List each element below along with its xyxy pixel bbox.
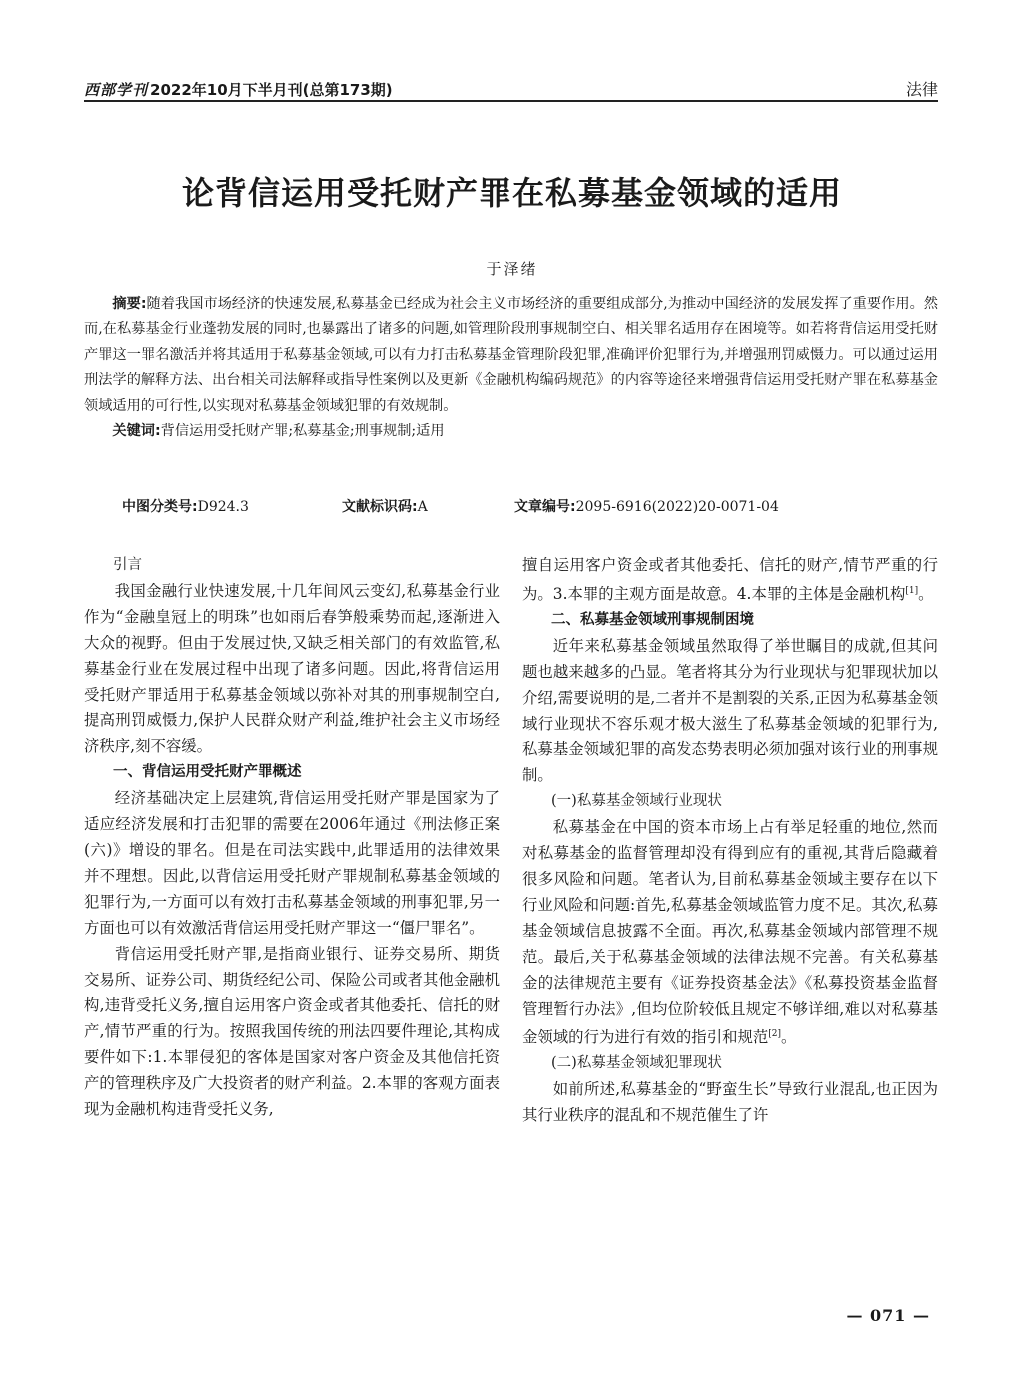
page-number: — 071 — [846, 1306, 930, 1325]
section-name: 法律 [905, 80, 938, 99]
article-number [514, 496, 779, 516]
clc-value: D924.3 [197, 499, 249, 515]
article-meta [122, 496, 779, 516]
clc-label: 中图分类号: [122, 499, 198, 515]
citation-2: [2] [768, 1029, 782, 1040]
running-header [84, 70, 938, 100]
section2-paragraph-1: 近年来私募基金领域虽然取得了举世瞩目的成就,但其问题也越来越多的凸显。笔者将其分为行业现状与犯罪现状加以介绍,需要说明的是,二者并不是割裂的关系,正因为私募基金领域行业现状不容乐观才极大滋生了私募基金领域的犯罪行为,私募基金领域犯罪的高发态势表明必须加强对该行业的刑事规制。 [522, 636, 938, 785]
clc-number [122, 496, 342, 516]
author-name: 于泽绪 [486, 260, 538, 278]
left-column [84, 553, 500, 1123]
section1-paragraph-2: 背信运用受托财产罪,是指商业银行、证券交易所、期货交易所、证券公司、期货经纪公司、保险公司或者其他金融机构,违背受托义务,擅自运用客户资金或者其他委托、信托的财产,情节严重的行为。按照我国传统的刑法四要件理论,其构成要件如下:1.本罪侵犯的客体是国家对客户资金及其他信托资产的管理秩序及广大投资者的财产利益。2.本罪的客观方面表现为金融机构违背受托义务, [84, 944, 500, 1119]
doc-value: A [417, 499, 428, 515]
continued-end: 。 [918, 585, 934, 604]
continued-paragraph [522, 553, 938, 608]
intro-heading: 引言 [113, 557, 142, 573]
subsection1-text: 私募基金在中国的资本市场上占有举足轻重的地位,然而对私募基金的监督管理却没有得到应有的重视,其背后隐藏着很多风险和问题。笔者认为,目前私募基金领域主要存在以下行业风险和问题:首先,私募基金领域监管力度不足。其次,私募基金领域信息披露不全面。再次,私募基金领域内部管理不规范。最后,关于私募基金领域的法律法规不完善。有关私募基金的法律规范主要有《证券投资基金法》《私募投资基金监督管理暂行办法》,但均位阶较低且规定不够详细,难以对私募基金领域的行为进行有效的指引和规范 [522, 818, 938, 1047]
section2-heading: 二、私募基金领域刑事规制困境 [551, 611, 754, 628]
journal-info [84, 79, 393, 100]
abstract-block [84, 292, 938, 444]
abstract-label: 摘要: [112, 296, 147, 312]
article-label: 文章编号: [514, 499, 576, 515]
issue-info: 2022年10月下半月刊(总第173期) [150, 81, 393, 99]
continued-text: 擅自运用客户资金或者其他委托、信托的财产,情节严重的行为。3.本罪的主观方面是故意。4.本罪的主体是金融机构 [522, 556, 938, 604]
right-column [522, 553, 938, 1129]
doc-label: 文献标识码: [342, 499, 418, 515]
keywords-paragraph [84, 419, 938, 444]
journal-name: 西部学刊 [84, 81, 149, 99]
section1-paragraph-1: 经济基础决定上层建筑,背信运用受托财产罪是国家为了适应经济发展和打击犯罪的需要在2006年通过《刑法修正案(六)》增设的罪名。但是在司法实践中,此罪适用的法律效果并不理想。因此,以背信运用受托财产罪规制私募基金领域的犯罪行为,一方面可以有效打击私募基金领域的刑事犯罪,另一方面也可以有效激活背信运用受托财产罪这一“僵尸罪名”。 [84, 789, 500, 937]
header-rule [84, 100, 938, 102]
article-value: 2095-6916(2022)20-0071-04 [575, 499, 779, 515]
subsection2-heading: (二)私募基金领域犯罪现状 [551, 1055, 722, 1072]
section1-heading: 一、背信运用受托财产罪概述 [113, 764, 302, 781]
intro-paragraph: 我国金融行业快速发展,十几年间风云变幻,私募基金行业作为“金融皇冠上的明珠”也如雨后春笋般乘势而起,逐渐进入大众的视野。但由于发展过快,又缺乏相关部门的有效监管,私募基金行业在发展过程中出现了诸多问题。因此,将背信运用受托财产罪适用于私募基金领域以弥补对其的刑事规制空白,提高刑罚威慑力,保护人民群众财产利益,维护社会主义市场经济秩序,刻不容缓。 [84, 581, 500, 756]
doc-code [342, 496, 514, 516]
abstract-paragraph [84, 292, 938, 419]
subsection2-paragraph: 如前所述,私募基金的“野蛮生长”导致行业混乱,也正因为其行业秩序的混乱和不规范催生了许 [522, 1080, 938, 1125]
subsection1-end: 。 [781, 1028, 797, 1047]
article-title: 论背信运用受托财产罪在私募基金领域的适用 [181, 174, 842, 212]
keywords-text: 背信运用受托财产罪;私募基金;刑事规制;适用 [160, 423, 445, 440]
abstract-text: 随着我国市场经济的快速发展,私募基金已经成为社会主义市场经济的重要组成部分,为推动中国经济的发展发挥了重要作用。然而,在私募基金行业蓬勃发展的同时,也暴露出了诸多的问题,如管理阶段刑事规制空白、相关罪名适用存在困境等。如若将背信运用受托财产罪这一罪名激活并将其适用于私募基金领域,可以有力打击私募基金管理阶段犯罪,准确评价犯罪行为,并增强刑罚威慑力。可以通过运用刑法学的解释方法、出台相关司法解释或指导性案例以及更新《金融机构编码规范》的内容等途径来增强背信运用受托财产罪在私募基金领域适用的可行性,以实现对私募基金领域犯罪的有效规制。 [84, 296, 938, 414]
citation-1: [1] [905, 585, 919, 596]
keywords-label: 关键词: [112, 423, 161, 440]
subsection1-paragraph [522, 815, 938, 1051]
subsection1-heading: (一)私募基金领域行业现状 [551, 793, 722, 810]
